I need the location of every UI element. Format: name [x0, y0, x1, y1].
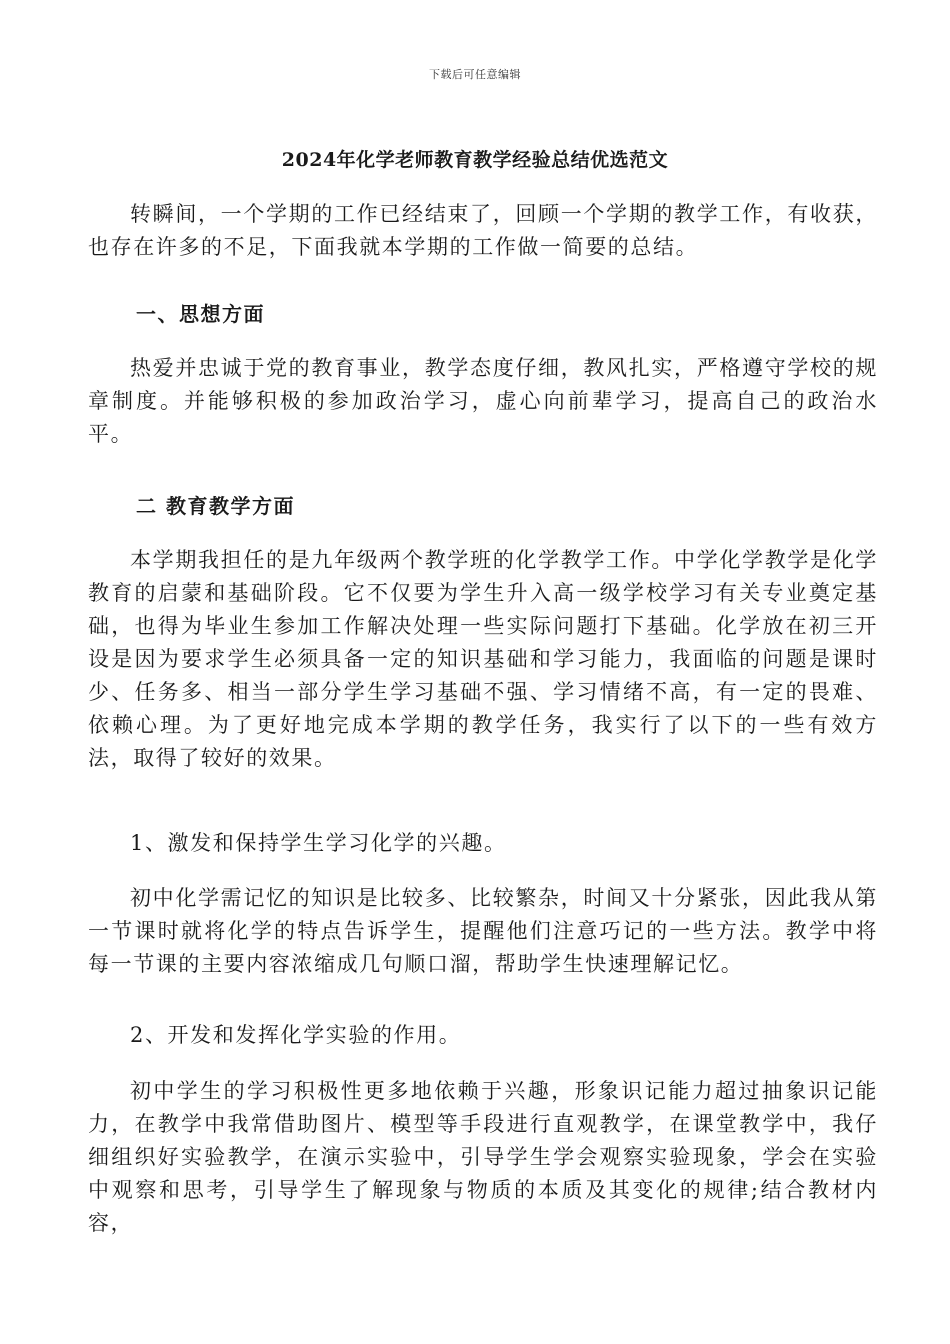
- section-heading-teaching: 二 教育教学方面: [136, 494, 295, 518]
- section-heading-thought: 一、思想方面: [136, 302, 265, 326]
- intro-paragraph: 转瞬间，一个学期的工作已经结束了，回顾一个学期的教学工作，有收获，也存在许多的不足，下面我就本学期的工作做一简要的总结。: [88, 202, 878, 259]
- point-2-paragraph: 初中学生的学习积极性更多地依赖于兴趣，形象识记能力超过抽象识记能力，在教学中我常借助图片、模型等手段进行直观教学，在课堂教学中，我仔细组织好实验教学，在演示实验中，引导学生学会观察实验现象，学会在实验中观察和思考，引导学生了解现象与物质的本质及其变化的规律;结合教材内容，: [88, 1079, 878, 1235]
- section-thought-paragraph: 热爱并忠诚于党的教育事业，教学态度仔细，教风扎实，严格遵守学校的规章制度。并能够积极的参加政治学习，虚心向前辈学习，提高自己的政治水平。: [88, 356, 878, 446]
- point-1-paragraph: 初中化学需记忆的知识是比较多、比较繁杂，时间又十分紧张，因此我从第一节课时就将化学的特点告诉学生，提醒他们注意巧记的一些方法。教学中将每一节课的主要内容浓缩成几句顺口溜，帮助学生快速理解记忆。: [88, 886, 878, 976]
- point-1-heading: 1、激发和保持学生学习化学的兴趣。: [130, 831, 507, 855]
- document-title: 2024年化学老师教育教学经验总结优选范文: [281, 149, 669, 171]
- section-teaching-paragraph: 本学期我担任的是九年级两个教学班的化学教学工作。中学化学教学是化学教育的启蒙和基础阶段。它不仅要为学生升入高一级学校学习有关专业奠定基础，也得为毕业生参加工作解决处理一些实际问题打下基础。化学放在初三开设是因为要求学生必须具备一定的知识基础和学习能力，我面临的问题是课时少、任务多、相当一部分学生学习基础不强、学习情绪不高，有一定的畏难、依赖心理。为了更好地完成本学期的教学任务，我实行了以下的一些有效方法，取得了较好的效果。: [88, 548, 878, 770]
- point-2-heading: 2、开发和发挥化学实验的作用。: [130, 1023, 462, 1047]
- header-note: 下载后可任意编辑: [429, 68, 521, 81]
